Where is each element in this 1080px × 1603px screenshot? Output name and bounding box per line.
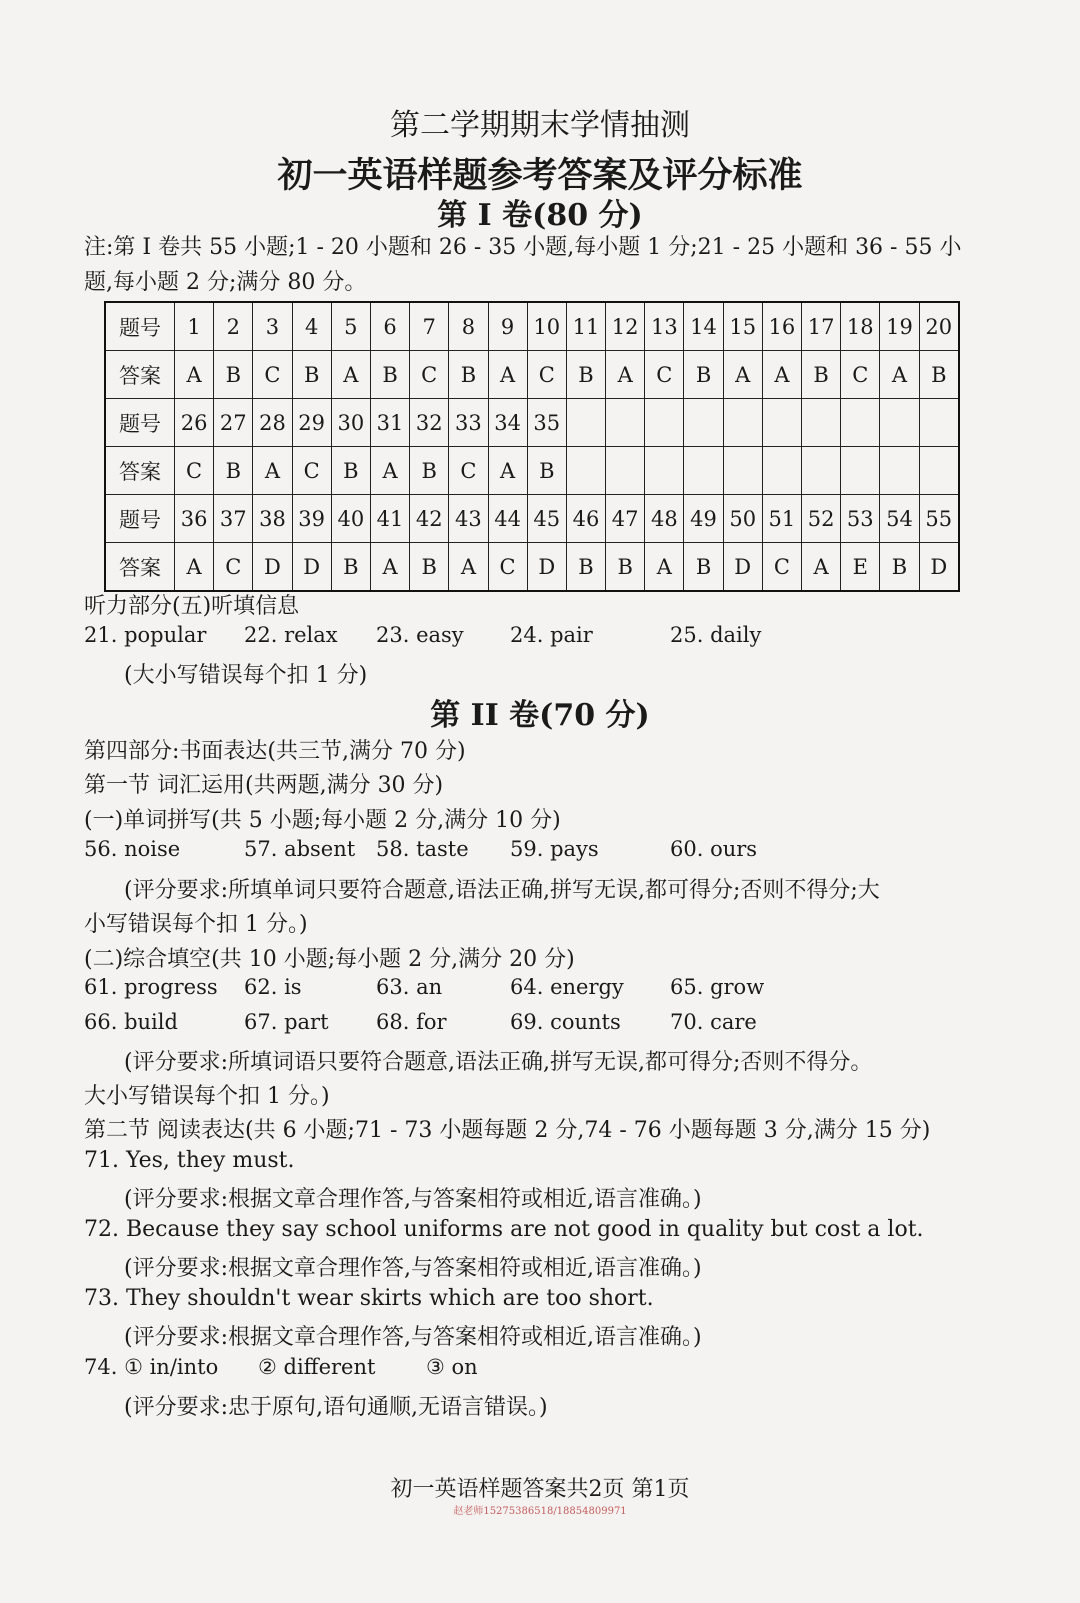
answer-label-cell: 答案 <box>105 543 175 592</box>
answer-letter-cell: A <box>370 447 409 495</box>
question-number-cell <box>802 399 841 447</box>
question-number-cell: 13 <box>645 302 684 351</box>
section1-heading: 第一节 词汇运用(共两题,满分 30 分) <box>84 773 444 798</box>
cloze-answer: 62. is <box>244 975 302 999</box>
answer-label-cell: 答案 <box>105 447 175 495</box>
answer-letter-cell: C <box>488 543 527 592</box>
question-number-cell: 8 <box>449 302 488 351</box>
question-number-cell: 32 <box>410 399 449 447</box>
watermark: 赵老师15275386518/18854809971 <box>453 1506 627 1517</box>
answer-letter-cell: A <box>880 351 919 399</box>
question-number-cell: 41 <box>370 495 409 543</box>
cloze-answer: 65. grow <box>670 975 765 999</box>
question-number-cell: 10 <box>527 302 566 351</box>
spelling-note-line1: (评分要求:所填单词只要符合题意,语法正确,拼写无误,都可得分;否则不得分;大 <box>124 878 880 903</box>
answer-letter-cell <box>841 447 880 495</box>
answer-letter-cell: A <box>645 543 684 592</box>
q74-note: (评分要求:忠于原句,语句通顺,无语言错误。) <box>124 1395 548 1420</box>
answer-letter-cell: B <box>880 543 919 592</box>
answer-letter-cell <box>919 447 959 495</box>
listening-answer: 24. pair <box>510 623 593 647</box>
answer-letter-cell: A <box>370 543 409 592</box>
q74-answer: ③ on <box>426 1355 478 1379</box>
listening-answer: 21. popular <box>84 623 207 647</box>
question-number-cell <box>566 399 605 447</box>
cloze-heading: (二)综合填空(共 10 小题;每小题 2 分,满分 20 分) <box>84 947 575 972</box>
cloze-answer: 64. energy <box>510 975 624 999</box>
question-number-cell <box>684 399 723 447</box>
spelling-heading: (一)单词拼写(共 5 小题;每小题 2 分,满分 10 分) <box>84 808 561 833</box>
answer-letter-cell <box>802 447 841 495</box>
cloze-answer: 67. part <box>244 1010 329 1034</box>
question-number-cell: 51 <box>762 495 801 543</box>
listening-note: (大小写错误每个扣 1 分) <box>124 663 368 688</box>
answer-letter-cell: B <box>410 543 449 592</box>
question-number-cell <box>606 399 645 447</box>
answer-letter-cell <box>723 447 762 495</box>
answer-letter-cell: B <box>684 351 723 399</box>
question-number-cell: 49 <box>684 495 723 543</box>
question-number-row <box>105 495 959 543</box>
question-number-cell: 55 <box>919 495 959 543</box>
answer-letter-cell: B <box>292 351 331 399</box>
question-number-cell: 20 <box>919 302 959 351</box>
question-number-cell: 19 <box>880 302 919 351</box>
answer-letter-cell: B <box>214 447 253 495</box>
question-number-cell: 2 <box>214 302 253 351</box>
question-number-cell: 6 <box>370 302 409 351</box>
answer-letter-cell: A <box>331 351 370 399</box>
question-label-cell: 题号 <box>105 495 175 543</box>
question-number-cell <box>645 399 684 447</box>
question-number-cell: 39 <box>292 495 331 543</box>
question-number-cell: 26 <box>175 399 214 447</box>
spelling-answer: 60. ours <box>670 837 758 861</box>
question-number-cell: 7 <box>410 302 449 351</box>
answer-letter-cell: C <box>214 543 253 592</box>
listening-heading: 听力部分(五)听填信息 <box>84 594 300 619</box>
section4-heading: 第四部分:书面表达(共三节,满分 70 分) <box>84 739 466 764</box>
answer-letter-cell: C <box>449 447 488 495</box>
q74-answer: 74. ① in/into <box>84 1355 219 1379</box>
question-number-cell <box>880 399 919 447</box>
listening-answer: 22. relax <box>244 623 338 647</box>
cloze-answer: 69. counts <box>510 1010 621 1034</box>
cloze-answer: 68. for <box>376 1010 447 1034</box>
question-number-cell: 47 <box>606 495 645 543</box>
question-number-row <box>105 302 959 351</box>
cloze-answer: 61. progress <box>84 975 218 999</box>
answer-letter-cell <box>684 447 723 495</box>
question-number-cell: 36 <box>175 495 214 543</box>
answer-letter-cell: B <box>684 543 723 592</box>
question-number-cell: 35 <box>527 399 566 447</box>
question-number-cell: 44 <box>488 495 527 543</box>
cloze-answer: 70. care <box>670 1010 757 1034</box>
question-label-cell: 题号 <box>105 302 175 351</box>
answer-letter-cell: C <box>410 351 449 399</box>
answer-letter-cell: C <box>762 543 801 592</box>
question-number-cell: 31 <box>370 399 409 447</box>
answer-letter-cell: B <box>370 351 409 399</box>
question-number-cell <box>723 399 762 447</box>
q73-answer: 73. They shouldn't wear skirts which are too short. <box>84 1286 654 1311</box>
answer-letter-cell: B <box>606 543 645 592</box>
answer-letter-cell: C <box>175 447 214 495</box>
answer-key-table <box>104 301 960 592</box>
answer-letter-cell: C <box>841 351 880 399</box>
answer-letter-cell: A <box>488 447 527 495</box>
question-number-cell <box>762 399 801 447</box>
answer-letter-cell: B <box>566 543 605 592</box>
question-number-cell: 53 <box>841 495 880 543</box>
answer-letter-cell: A <box>449 543 488 592</box>
question-number-cell: 42 <box>410 495 449 543</box>
question-number-cell: 43 <box>449 495 488 543</box>
question-number-cell: 50 <box>723 495 762 543</box>
page-footer: 初一英语样题答案共2页 第1页 <box>390 1477 690 1502</box>
answer-letter-cell: A <box>488 351 527 399</box>
answer-letter-cell: A <box>762 351 801 399</box>
answer-letter-cell <box>566 447 605 495</box>
scoring-note-line1: 注:第 I 卷共 55 小题;1 - 20 小题和 26 - 35 小题,每小题 1 分;21 - 25 小题和 36 - 55 小 <box>84 235 962 260</box>
question-number-cell: 14 <box>684 302 723 351</box>
answer-letter-cell: C <box>292 447 331 495</box>
answer-letter-cell: B <box>449 351 488 399</box>
answer-letter-cell: E <box>841 543 880 592</box>
answer-letter-cell: A <box>253 447 292 495</box>
answer-letter-cell <box>880 447 919 495</box>
spelling-answer: 59. pays <box>510 837 599 861</box>
spelling-note-line2: 小写错误每个扣 1 分。) <box>84 912 308 937</box>
answer-row <box>105 543 959 592</box>
q71-note: (评分要求:根据文章合理作答,与答案相符或相近,语言准确。) <box>124 1187 702 1212</box>
question-number-cell: 30 <box>331 399 370 447</box>
document-title: 初一英语样题参考答案及评分标准 <box>277 155 803 196</box>
answer-letter-cell: A <box>175 351 214 399</box>
answer-letter-cell: A <box>606 351 645 399</box>
answer-letter-cell: B <box>410 447 449 495</box>
answer-letter-cell: D <box>527 543 566 592</box>
answer-letter-cell: A <box>802 543 841 592</box>
answer-letter-cell: B <box>331 543 370 592</box>
answer-letter-cell: C <box>645 351 684 399</box>
answer-letter-cell <box>645 447 684 495</box>
cloze-answer: 66. build <box>84 1010 178 1034</box>
answer-letter-cell: B <box>214 351 253 399</box>
answer-letter-cell: D <box>253 543 292 592</box>
question-number-cell <box>919 399 959 447</box>
question-number-cell: 38 <box>253 495 292 543</box>
answer-letter-cell: D <box>292 543 331 592</box>
answer-letter-cell <box>606 447 645 495</box>
question-number-cell: 46 <box>566 495 605 543</box>
answer-row <box>105 351 959 399</box>
answer-letter-cell: B <box>919 351 959 399</box>
listening-answer: 25. daily <box>670 623 762 647</box>
answer-letter-cell: C <box>527 351 566 399</box>
q72-answer: 72. Because they say school uniforms are not good in quality but cost a lot. <box>84 1217 924 1242</box>
question-number-cell: 5 <box>331 302 370 351</box>
question-number-cell: 3 <box>253 302 292 351</box>
question-number-row <box>105 399 959 447</box>
answer-letter-cell: B <box>331 447 370 495</box>
question-number-cell: 12 <box>606 302 645 351</box>
question-number-cell: 16 <box>762 302 801 351</box>
spelling-answer: 57. absent <box>244 837 356 861</box>
q73-note: (评分要求:根据文章合理作答,与答案相符或相近,语言准确。) <box>124 1325 702 1350</box>
q74-answer: ② different <box>258 1355 376 1379</box>
question-number-cell: 17 <box>802 302 841 351</box>
listening-answer: 23. easy <box>376 623 464 647</box>
question-number-cell: 11 <box>566 302 605 351</box>
question-number-cell: 29 <box>292 399 331 447</box>
question-label-cell: 题号 <box>105 399 175 447</box>
question-number-cell: 48 <box>645 495 684 543</box>
question-number-cell: 15 <box>723 302 762 351</box>
answer-label-cell: 答案 <box>105 351 175 399</box>
part1-heading: 第 I 卷(80 分) <box>437 198 643 233</box>
question-number-cell: 54 <box>880 495 919 543</box>
exam-title: 第二学期期末学情抽测 <box>390 108 690 143</box>
question-number-cell: 27 <box>214 399 253 447</box>
question-number-cell: 40 <box>331 495 370 543</box>
spelling-answer: 56. noise <box>84 837 181 861</box>
cloze-note-line1: (评分要求:所填词语只要符合题意,语法正确,拼写无误,都可得分;否则不得分。 <box>124 1050 873 1075</box>
question-number-cell: 37 <box>214 495 253 543</box>
answer-letter-cell: C <box>253 351 292 399</box>
question-number-cell: 34 <box>488 399 527 447</box>
question-number-cell: 33 <box>449 399 488 447</box>
question-number-cell: 45 <box>527 495 566 543</box>
section2-heading: 第二节 阅读表达(共 6 小题;71 - 73 小题每题 2 分,74 - 76 小题每题 3 分,满分 15 分) <box>84 1118 931 1143</box>
answer-letter-cell: D <box>919 543 959 592</box>
answer-letter-cell: A <box>175 543 214 592</box>
answer-letter-cell: A <box>723 351 762 399</box>
answer-letter-cell: B <box>566 351 605 399</box>
scoring-note-line2: 题,每小题 2 分;满分 80 分。 <box>84 270 367 295</box>
question-number-cell: 52 <box>802 495 841 543</box>
spelling-answer: 58. taste <box>376 837 469 861</box>
q72-note: (评分要求:根据文章合理作答,与答案相符或相近,语言准确。) <box>124 1256 702 1281</box>
answer-letter-cell: B <box>527 447 566 495</box>
answer-letter-cell <box>762 447 801 495</box>
question-number-cell: 9 <box>488 302 527 351</box>
answer-row <box>105 447 959 495</box>
question-number-cell <box>841 399 880 447</box>
q71-answer: 71. Yes, they must. <box>84 1148 295 1173</box>
cloze-note-line2: 大小写错误每个扣 1 分。) <box>84 1084 330 1109</box>
question-number-cell: 18 <box>841 302 880 351</box>
question-number-cell: 1 <box>175 302 214 351</box>
part2-heading: 第 II 卷(70 分) <box>430 698 650 733</box>
answer-letter-cell: D <box>723 543 762 592</box>
cloze-answer: 63. an <box>376 975 443 999</box>
question-number-cell: 28 <box>253 399 292 447</box>
answer-letter-cell: B <box>802 351 841 399</box>
question-number-cell: 4 <box>292 302 331 351</box>
